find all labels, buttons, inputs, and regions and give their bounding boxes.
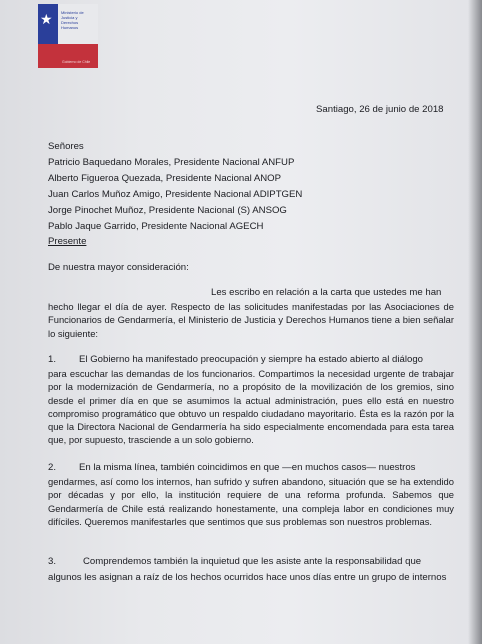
logo-government-text: Gobierno de Chile <box>62 60 91 64</box>
intro-paragraph: hecho llegar el día de ayer. Respecto de las solicitudes manifestadas por las Asociaciones de Funcionarios de Gendarmería, el Ministerio de Justicia y Derechos Humanos tiene a bien señalar lo siguiente: <box>48 301 454 339</box>
greeting: De nuestra mayor consideración: <box>48 262 189 273</box>
recipient-line: Alberto Figueroa Quezada, Presidente Nacional ANOP <box>48 173 282 184</box>
point-number: 3. <box>48 556 57 567</box>
intro-first-line: Les escribo en relación a la carta que ustedes me han <box>211 287 442 298</box>
point-number: 1. <box>48 354 57 365</box>
recipient-line: Patricio Baquedano Morales, Presidente Nacional ANFUP <box>48 157 295 168</box>
recipient-line: Jorge Pinochet Muñoz, Presidente Nacional (S) ANSOG <box>48 205 287 216</box>
logo-institution-text: Ministerio de Justicia y Derechos Humanos <box>61 10 84 30</box>
point-number: 2. <box>48 462 57 473</box>
salutation: Señores <box>48 141 84 152</box>
point-first-line: Comprendemos también la inquietud que les asiste ante la responsabilidad que <box>83 556 422 567</box>
government-logo <box>38 4 98 68</box>
point-first-line: El Gobierno ha manifestado preocupación y siempre ha estado abierto al diálogo <box>79 354 423 365</box>
recipient-line: Pablo Jaque Garrido, Presidente Nacional AGECH <box>48 221 264 232</box>
point-paragraph: gendarmes, así como los internos, han sufrido y sufren abandono, situación que se ha extendido por décadas y por ello, la institución requiere de una reforma profunda. Sabemos que Gendarmería de Chile está realizando honestamente, una compleja labor en condiciones muy difíciles. Queremos manifestarles que sentimos que sus problemas son nuestros problemas. <box>48 476 454 527</box>
point-paragraph: algunos les asignan a raíz de los hechos ocurridos hace unos días entre un grupo de internos <box>48 572 447 583</box>
point-paragraph: para escuchar las demandas de los funcionarios. Compartimos la necesidad urgente de trabajar por la modernización de Gendarmería, no a propósito de la movilización de los gremios, sino desde el primer día en que se asumimos la actual administración, pues ello está en nuestro compromiso programático que obtuvo un respaldo ciudadano mayoritario. Ésta es la razón por la que la Directora Nacional de Gendarmería ha sido especialmente encomendada para esta tarea que, por supuesto, trasciende a un solo gobierno. <box>48 368 454 446</box>
point-first-line: En la misma línea, también coincidimos en que —en muchos casos— nuestros <box>79 462 416 473</box>
recipient-line: Juan Carlos Muñoz Amigo, Presidente Nacional ADIPTGEN <box>48 189 303 200</box>
star-icon: ★ <box>40 11 53 27</box>
presente-label: Presente <box>48 236 87 247</box>
logo-red-field <box>38 44 98 68</box>
letter-date: Santiago, 26 de junio de 2018 <box>316 104 444 115</box>
